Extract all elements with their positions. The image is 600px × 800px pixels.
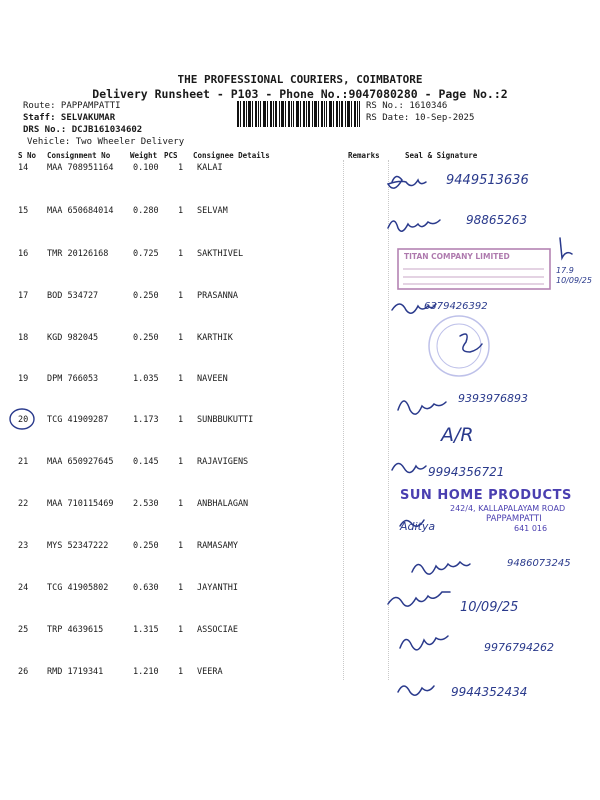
weight-cell: 0.250 [133, 333, 159, 343]
consignee-cell: KALAI [197, 163, 223, 173]
weight-cell: 0.145 [133, 457, 159, 467]
consignment-cell: MAA 708951164 [47, 163, 114, 173]
sno-cell: 24 [18, 583, 29, 593]
sno-cell: 17 [18, 291, 29, 301]
col-header-consignment: Consignment No [47, 151, 111, 160]
consignee-cell: SAKTHIVEL [197, 249, 244, 259]
pcs-cell: 1 [178, 583, 184, 593]
consignment-cell: MAA 650927645 [47, 457, 114, 467]
weight-cell: 0.250 [133, 541, 159, 551]
sun-home-stamp-name: SUN HOME PRODUCTS [400, 488, 572, 503]
weight-cell: 0.100 [133, 163, 159, 173]
consignment-cell: TCG 41905802 [47, 583, 109, 593]
pcs-cell: 1 [178, 163, 184, 173]
sun-home-stamp-brand: Aditya [400, 520, 436, 533]
weight-cell: 2.530 [133, 499, 159, 509]
consignment-cell: RMD 1719341 [47, 667, 104, 677]
sno-cell: 19 [18, 374, 29, 384]
handwritten-phone-row-23: 9486073245 [507, 558, 571, 569]
sno-cell: 25 [18, 625, 29, 635]
sno-cell: 22 [18, 499, 29, 509]
consignment-cell: TMR 20126168 [47, 249, 109, 259]
handwritten-phone-row-19: 9393976893 [458, 392, 528, 405]
table-row [0, 415, 600, 457]
pcs-cell: 1 [178, 541, 184, 551]
rs-date: RS Date: 10-Sep-2025 [366, 113, 475, 123]
weight-cell: 1.315 [133, 625, 159, 635]
vehicle-label: Vehicle: Two Wheeler Delivery [27, 137, 185, 147]
sno-cell: 16 [18, 249, 29, 259]
consignment-cell: KGD 982045 [47, 333, 99, 343]
consignee-cell: RAJAVIGENS [197, 457, 249, 467]
pcs-cell: 1 [178, 457, 184, 467]
sun-home-stamp-place: PAPPAMPATTI [486, 514, 542, 524]
pcs-cell: 1 [178, 206, 184, 216]
sno-cell: 23 [18, 541, 29, 551]
weight-cell: 0.630 [133, 583, 159, 593]
weight-cell: 1.210 [133, 667, 159, 677]
handwritten-phone-row-26: 9944352434 [451, 685, 528, 699]
consignment-cell: MYS 52347222 [47, 541, 109, 551]
company-title: THE PROFESSIONAL COURIERS, COIMBATORE [177, 73, 423, 86]
drs-number: DRS No.: DCJB161034602 [23, 125, 143, 135]
titan-stamp-text: TITAN COMPANY LIMITED [404, 252, 510, 261]
weight-cell: 0.280 [133, 206, 159, 216]
consignee-cell: VEERA [197, 667, 223, 677]
runsheet-subtitle: Delivery Runsheet - P103 - Phone No.:9047080280 - Page No.:2 [92, 87, 508, 101]
consignment-cell: BOD 534727 [47, 291, 99, 301]
consignment-cell: TCG 41909287 [47, 415, 109, 425]
table-row [0, 291, 600, 333]
consignee-cell: SUNBBUKUTTI [197, 415, 254, 425]
sno-cell: 14 [18, 163, 29, 173]
barcode-image [237, 101, 360, 127]
consignee-cell: PRASANNA [197, 291, 238, 301]
handwritten-phone-row-15: 98865263 [466, 213, 528, 227]
col-header-weight: Weight [130, 151, 158, 160]
table-row [0, 333, 600, 375]
sno-cell: 21 [18, 457, 29, 467]
pcs-cell: 1 [178, 415, 184, 425]
consignee-cell: RAMASAMY [197, 541, 238, 551]
col-header-sno: S No [18, 151, 37, 160]
consignee-cell: SELVAM [197, 206, 228, 216]
consignee-cell: JAYANTHI [197, 583, 238, 593]
consignment-cell: MAA 710115469 [47, 499, 114, 509]
consignment-cell: TRP 4639615 [47, 625, 104, 635]
weight-cell: 0.250 [133, 291, 159, 301]
sno-cell: 18 [18, 333, 29, 343]
col-header-consignee: Consignee Details [193, 151, 270, 160]
consignee-cell: ANBHALAGAN [197, 499, 249, 509]
weight-cell: 0.725 [133, 249, 159, 259]
handwritten-date-row-16: 17.9 10/09/25 [556, 266, 592, 285]
handwritten-date-row-24: 10/09/25 [460, 600, 519, 615]
pcs-cell: 1 [178, 499, 184, 509]
rs-number: RS No.: 1610346 [366, 101, 448, 111]
pcs-cell: 1 [178, 291, 184, 301]
pcs-cell: 1 [178, 625, 184, 635]
handwritten-ar-mark: A/R [441, 424, 474, 446]
sun-home-stamp-address: 242/4, KALLAPALAYAM ROAD [450, 504, 566, 513]
handwritten-phone-row-25: 9976794262 [484, 641, 554, 654]
pcs-cell: 1 [178, 249, 184, 259]
consignment-cell: MAA 650684014 [47, 206, 114, 216]
col-header-pcs: PCS [164, 151, 178, 160]
col-header-remarks: Remarks [348, 151, 380, 160]
handwritten-phone-row-21: 9994356721 [428, 465, 505, 479]
pcs-cell: 1 [178, 667, 184, 677]
weight-cell: 1.035 [133, 374, 159, 384]
consignee-cell: ASSOCIAE [197, 625, 238, 635]
sno-cell: 20 [18, 415, 29, 425]
weight-cell: 1.173 [133, 415, 159, 425]
pcs-cell: 1 [178, 333, 184, 343]
route-label: Route: PAPPAMPATTI [23, 101, 121, 111]
staff-label: Staff: SELVAKUMAR [23, 113, 116, 123]
sun-home-stamp-pin: 641 016 [514, 524, 548, 533]
handwritten-phone-row-14: 9449513636 [446, 173, 529, 188]
sno-cell: 15 [18, 206, 29, 216]
sno-cell: 26 [18, 667, 29, 677]
consignment-cell: DPM 766053 [47, 374, 99, 384]
consignee-cell: NAVEEN [197, 374, 228, 384]
consignee-cell: KARTHIK [197, 333, 233, 343]
col-header-seal-signature: Seal & Signature [405, 151, 478, 160]
table-row [0, 249, 600, 291]
pcs-cell: 1 [178, 374, 184, 384]
handwritten-phone-row-17: 6379426392 [424, 301, 488, 312]
